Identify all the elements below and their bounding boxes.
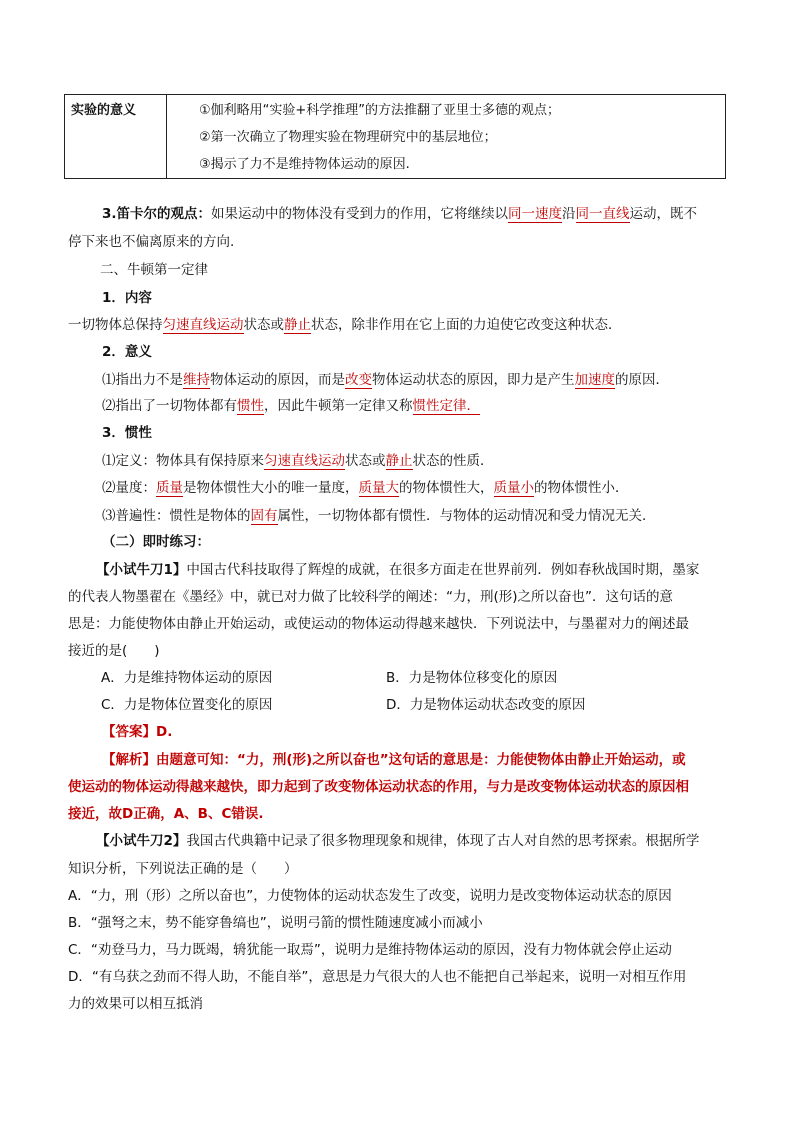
text: 我国古代典籍中记录了很多物理现象和规律，体现了古人对自然的思考探索。根据所学 (186, 833, 700, 849)
underlined-term: 质量大 (358, 480, 399, 496)
q1-answer: 【答案】D. (102, 724, 173, 740)
text: 一切物体总保持 (68, 317, 163, 333)
inertia-line-1 (102, 451, 494, 471)
question-tag: 【小试牛刀1】 (96, 562, 187, 578)
underlined-term: 维持 (183, 372, 210, 388)
underlined-term: 同一速度 (508, 206, 563, 222)
underlined-term: 静止 (284, 317, 311, 333)
meaning-line-1 (102, 370, 669, 390)
underlined-term: 惯性定律． (412, 398, 480, 414)
text: 的物体惯性小． (534, 480, 629, 496)
table-header-cell: 实验的意义 (65, 95, 167, 179)
q2-option-a: A．“力，刑（形）之所以奋也”，力使物体的运动状态发生了改变，说明力是改变物体运动状态的原因 (68, 888, 672, 904)
underlined-term: 同一直线 (575, 206, 630, 222)
content-heading: 1．内容 (102, 290, 152, 306)
q1-option-c: C．力是物体位置变化的原因 (101, 697, 273, 713)
text: ⑴定义：物体具有保持原来 (102, 453, 264, 469)
table-row: ②第一次确立了物理实验在物理研究中的基层地位； (199, 130, 497, 145)
text: 是物体惯性大小的唯一量度， (183, 480, 359, 496)
text: 状态或 (345, 453, 386, 469)
q2-option-d: D．“有乌获之劲而不得人助，不能自举”，意思是力气很大的人也不能把自己举起来，说明一对相互作用 (68, 969, 687, 985)
text: ⑶普遍性：惯性是物体的 (102, 508, 251, 524)
text: 的原因． (615, 372, 669, 388)
text: 物体运动的原因，而是 (210, 372, 345, 388)
explanation-tag: 【解析】 (102, 752, 156, 768)
text: 状态的性质． (412, 453, 494, 469)
text: 由题意可知：“力，刑(形)之所以奋也”这句话的意思是：力能使物体由静止开始运动，或 (156, 752, 686, 768)
text: 状态，除非作用在它上面的力迫使它改变这种状态． (311, 317, 622, 333)
text: 运动，既不 (629, 206, 698, 222)
q1-explanation-line-3: 接近，故D正确，A、B、C错误. (68, 806, 264, 822)
underlined-term: 改变 (345, 372, 372, 388)
text: 如果运动中的物体没有受到力的作用，它将继续以 (211, 206, 509, 222)
table-row: ③揭示了力不是维持物体运动的原因. (199, 157, 410, 172)
underlined-term: 匀速直线运动 (264, 453, 345, 469)
descartes-line-2: 停下来也不偏离原来的方向. (68, 234, 235, 250)
q2-option-b: B．“强弩之末，势不能穿鲁缟也”，说明弓箭的惯性随速度减小而减小 (68, 915, 483, 931)
inertia-line-2 (102, 478, 629, 498)
q2-option-c: C．“劝登马力，马力既竭，辀犹能一取焉”，说明力是维持物体运动的原因，没有力物体就会停止运动 (68, 942, 672, 958)
underlined-term: 质量小 (493, 480, 534, 496)
text: 状态或 (243, 317, 284, 333)
underlined-term: 加速度 (574, 372, 615, 388)
table-row: ①伽利略用“实验+科学推理”的方法推翻了亚里士多德的观点； (199, 103, 561, 118)
meaning-line-2 (102, 396, 480, 416)
question-tag: 【小试牛刀2】 (96, 833, 187, 849)
underlined-term: 静止 (385, 453, 413, 469)
section-title: 二、牛顿第一定律 (100, 262, 208, 278)
text: ⑵量度： (102, 480, 156, 496)
text: 中国古代科技取得了辉煌的成就，在很多方面走在世界前列．例如春秋战国时期，墨家 (186, 562, 700, 578)
text: 物体运动状态的原因，即力是产生 (372, 372, 575, 388)
q2-line-1 (96, 831, 699, 851)
descartes-line-1 (102, 204, 697, 224)
practice-title: （二）即时练习： (102, 534, 210, 550)
q1-line-3: 思是：力能使物体由静止开始运动，或使运动的物体运动得越来越快．下列说法中，与墨翟对力的阐述最 (68, 616, 689, 632)
q1-explanation-line-2: 使运动的物体运动得越来越快，即力起到了改变物体运动状态的作用，与力是改变物体运动状态的原因相 (68, 779, 689, 795)
inertia-line-3 (102, 506, 656, 526)
q1-option-b: B．力是物体位移变化的原因 (386, 670, 558, 686)
text: ⑵指出了一切物体都有 (102, 398, 237, 414)
table-body-cell (167, 95, 726, 179)
q1-line-2: 的代表人物墨翟在《墨经》中，就已对力做了比较科学的阐述：“力，刑(形)之所以奋也”．这句话的意 (68, 589, 674, 605)
underlined-term: 质量 (156, 480, 183, 496)
content-line (68, 315, 622, 335)
q2-line-2: 知识分析，下列说法正确的是（ ） (68, 861, 298, 877)
text: 属性，一切物体都有惯性．与物体的运动情况和受力情况无关． (277, 508, 656, 524)
significance-table (64, 94, 726, 179)
underlined-term: 固有 (250, 508, 278, 524)
underlined-term: 匀速直线运动 (162, 317, 244, 333)
text: 的物体惯性大， (399, 480, 494, 496)
inertia-heading: 3．惯性 (102, 425, 152, 441)
q1-option-a: A．力是维持物体运动的原因 (101, 670, 273, 686)
q1-line-4: 接近的是( ) (68, 643, 160, 659)
text: ⑴指出力不是 (102, 372, 183, 388)
q1-explanation-line-1 (102, 750, 686, 770)
text: ，因此牛顿第一定律又称 (264, 398, 413, 414)
descartes-label: 3.笛卡尔的观点： (102, 206, 212, 222)
q1-line-1 (96, 560, 699, 580)
meaning-heading: 2．意义 (102, 344, 152, 360)
q2-option-d-cont: 力的效果可以相互抵消 (68, 996, 203, 1012)
underlined-term: 惯性 (237, 398, 264, 414)
text: 沿 (562, 206, 576, 222)
q1-option-d: D．力是物体运动状态改变的原因 (386, 697, 586, 713)
